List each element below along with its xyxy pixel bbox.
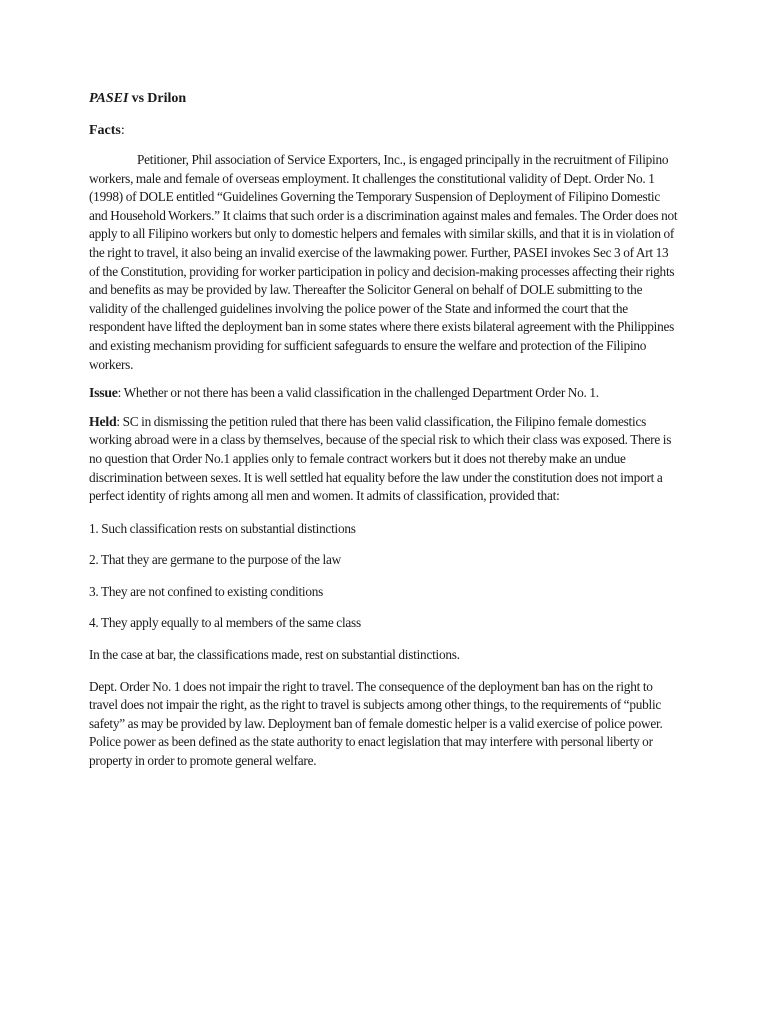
case-at-bar-paragraph: In the case at bar, the classifications made, rest on substantial distinctions. xyxy=(89,647,460,663)
held-paragraph xyxy=(89,413,679,506)
case-title-respondent: vs Drilon xyxy=(128,91,187,106)
condition-item-3: 3. They are not confined to existing conditions xyxy=(89,583,324,599)
condition-item-4: 4. They apply equally to al members of the same class xyxy=(89,615,361,631)
facts-label: Facts xyxy=(89,123,121,138)
issue-paragraph xyxy=(89,384,679,403)
issue-text: : Whether or not there has been a valid classification in the challenged Department Order No. 1. xyxy=(117,385,599,401)
facts-paragraph: Petitioner, Phil association of Service Exporters, Inc., is engaged principally in the recruitment of Filipino workers, male and female of overseas employment. It challenges the constitutional validity of Dept. Order No. 1 (1998) of DOLE entitled “Guidelines Governing the Temporary Suspension of Deployment of Filipino Domestic and Household Workers.” It claims that such order is a discrimination against males and females. The Order does not apply to all Filipino workers but only to domestic helpers and females with similar skills, and that it is in violation of the right to travel, it also being an invalid exercise of the lawmaking power. Further, PASEI invokes Sec 3 of Art 13 of the Constitution, providing for worker participation in policy and decision-making processes affecting their rights and benefits as may be provided by law. Thereafter the Solicitor General on behalf of DOLE submitting to the validity of the challenged guidelines involving the police power of the State and informed the court that the respondent have lifted the deployment ban in some states where there exists bilateral agreement with the Philippines and existing mechanism providing for sufficient safeguards to ensure the welfare and protection of the Filipino workers. xyxy=(89,152,678,372)
facts-heading xyxy=(89,121,679,141)
condition-item-1: 1. Such classification rests on substantial distinctions xyxy=(89,520,356,536)
facts-colon: : xyxy=(120,123,125,138)
condition-item-2: 2. That they are germane to the purpose of the law xyxy=(89,552,341,568)
case-title-petitioner: PASEI xyxy=(89,91,129,106)
issue-label: Issue xyxy=(89,385,118,401)
case-title xyxy=(89,89,679,109)
travel-paragraph: Dept. Order No. 1 does not impair the right to travel. The consequence of the deployment ban has on the right to travel does not impair the right, as the right to travel is subjects among other things, to the requirements of “public safety” as may be provided by law. Deployment ban of female domestic helper is a valid exercise of police power. Police power as been defined as the state authority to enact legislation that may interfere with personal liberty or property in order to promote general welfare. xyxy=(89,678,663,769)
held-label: Held xyxy=(89,413,117,429)
document-body xyxy=(89,89,679,781)
held-text: : SC in dismissing the petition ruled that there has been valid classification, the Filipino female domestics working abroad were in a class by themselves, because of the special risk to which their class was exposed. There is no question that Order No.1 applies only to female contract workers but it does not thereby make an undue discrimination between sexes. It is well settled hat equality before the law under the constitution does not import a perfect identity of rights among all men and women. It admits of classification, provided that: xyxy=(89,413,672,504)
